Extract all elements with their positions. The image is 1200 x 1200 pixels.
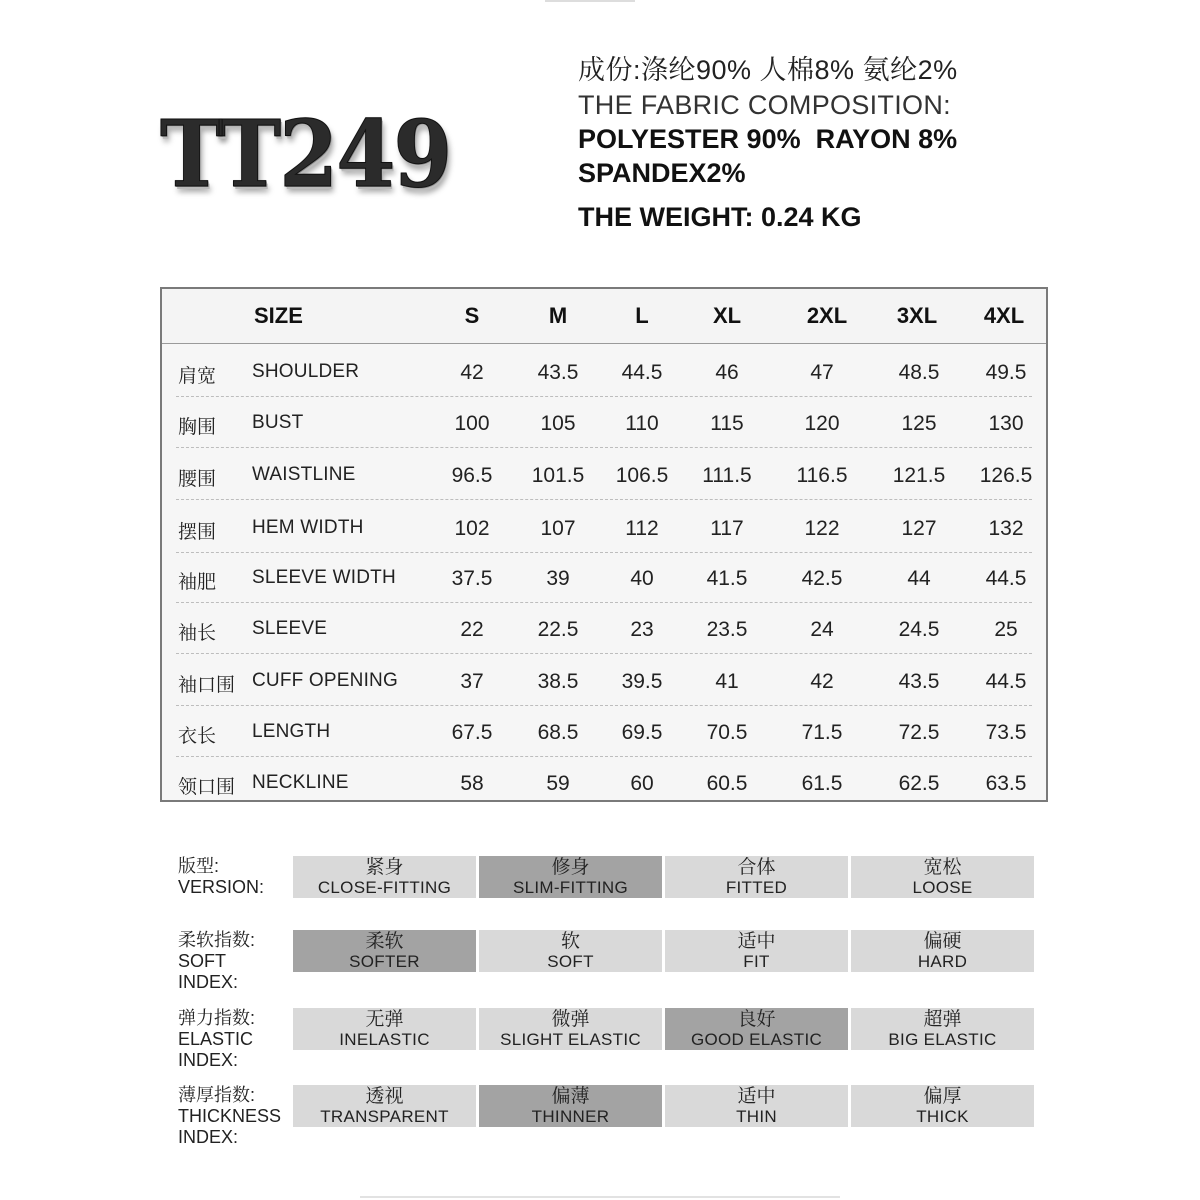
table-cell: 105 (540, 412, 576, 435)
index-option-selected (479, 1085, 662, 1127)
table-cell: 61.5 (801, 772, 843, 795)
table-cell: 107 (540, 517, 576, 540)
table-row (162, 602, 1046, 654)
index-option-selected (293, 930, 476, 972)
index-option (479, 930, 662, 972)
option-label-cn: 合体 (737, 857, 776, 878)
composition-line-1: POLYESTER 90% RAYON 8% (578, 124, 958, 154)
size-header-s: S (464, 303, 480, 328)
option-label-en: CLOSE-FITTING (317, 878, 452, 897)
table-cell: 44.5 (985, 670, 1027, 693)
table-cell: 22 (460, 618, 484, 641)
option-label-cn: 偏厚 (923, 1086, 962, 1107)
option-label-cn: 柔软 (365, 931, 404, 952)
size-header-xl: XL (712, 303, 742, 328)
index-option (851, 856, 1034, 898)
table-row (162, 448, 1046, 500)
index-option (851, 930, 1034, 972)
table-cell: 68.5 (537, 721, 579, 744)
index-option (293, 856, 476, 898)
size-header-2xl: 2XL (806, 303, 848, 328)
table-cell: 67.5 (451, 721, 493, 744)
table-cell: 41 (715, 670, 739, 693)
model-code-logo: TT249 (160, 100, 451, 208)
table-cell: 62.5 (898, 772, 940, 795)
index-option (293, 1008, 476, 1050)
row-label-en: NECKLINE (252, 772, 349, 793)
option-label-cn: 紧身 (365, 857, 404, 878)
table-cell: 22.5 (537, 618, 579, 641)
size-header-l: L (635, 303, 649, 328)
table-row (162, 756, 1046, 808)
size-table-header (162, 289, 1046, 344)
size-table (160, 287, 1048, 802)
option-label-en: SLIM-FITTING (512, 878, 629, 897)
size-header-m: M (548, 303, 568, 328)
table-row (162, 396, 1046, 448)
index-label-cn: 版型: (178, 856, 220, 876)
row-label-en: CUFF OPENING (252, 670, 398, 691)
table-cell: 72.5 (898, 721, 940, 744)
table-cell: 58 (460, 772, 484, 795)
table-cell: 115 (710, 412, 744, 435)
table-cell: 59 (546, 772, 570, 795)
option-label-en: THIN (736, 1107, 777, 1126)
table-cell: 25 (994, 618, 1018, 641)
index-label-cn: 薄厚指数: (178, 1085, 256, 1105)
option-label-en: BIG ELASTIC (888, 1030, 997, 1049)
option-label-en: GOOD ELASTIC (690, 1030, 823, 1049)
top-divider (545, 0, 635, 2)
table-cell: 122 (804, 517, 840, 540)
index-label (178, 1085, 281, 1148)
table-cell: 71.5 (801, 721, 843, 744)
row-label-cn: 衣长 (178, 726, 217, 747)
table-cell: 48.5 (898, 361, 940, 384)
table-row (162, 345, 1046, 397)
table-cell: 69.5 (621, 721, 663, 744)
composition-cn: 成份:涤纶90% 人棉8% 氨纶2% (578, 55, 958, 85)
table-cell: 44 (907, 567, 931, 590)
option-label-cn: 软 (560, 931, 580, 952)
size-header-label: SIZE (254, 303, 303, 328)
index-label (178, 1008, 255, 1071)
index-label (178, 930, 255, 993)
row-label-cn: 袖肥 (178, 572, 217, 593)
index-label-en: VERSION: (178, 877, 265, 897)
table-cell: 63.5 (985, 772, 1027, 795)
table-cell: 125 (901, 412, 937, 435)
row-label-cn: 肩宽 (178, 366, 217, 387)
row-label-cn: 胸围 (178, 417, 217, 438)
row-label-cn: 领口围 (178, 777, 236, 798)
table-cell: 23.5 (706, 618, 748, 641)
table-cell: 24 (810, 618, 834, 641)
option-label-cn: 适中 (737, 931, 776, 952)
table-cell: 132 (988, 517, 1024, 540)
table-cell: 116.5 (796, 464, 848, 487)
index-label (178, 856, 264, 898)
table-cell: 46 (715, 361, 739, 384)
index-option (665, 1085, 848, 1127)
index-option (665, 930, 848, 972)
index-label-en: INDEX: (178, 1050, 239, 1070)
table-cell: 70.5 (706, 721, 748, 744)
option-label-cn: 偏硬 (923, 931, 962, 952)
row-label-cn: 袖口围 (178, 675, 236, 696)
bottom-divider (360, 1196, 840, 1198)
option-label-cn: 修身 (551, 857, 590, 878)
index-label-en: INDEX: (178, 972, 239, 992)
table-cell: 106.5 (615, 464, 669, 487)
table-cell: 121.5 (892, 464, 946, 487)
table-cell: 130 (988, 412, 1024, 435)
table-cell: 100 (454, 412, 490, 435)
row-label-en: BUST (252, 412, 304, 433)
size-header-4xl: 4XL (983, 303, 1025, 328)
table-cell: 39.5 (621, 670, 663, 693)
index-label-en: ELASTIC (178, 1029, 254, 1049)
index-label-cn: 弹力指数: (178, 1008, 256, 1028)
index-option (851, 1085, 1034, 1127)
row-label-cn: 摆围 (178, 522, 217, 543)
table-cell: 41.5 (706, 567, 748, 590)
table-cell: 42 (810, 670, 834, 693)
table-cell: 110 (625, 412, 659, 435)
option-label-en: FITTED (725, 878, 788, 897)
table-cell: 120 (804, 412, 840, 435)
option-label-cn: 透视 (365, 1086, 404, 1107)
row-label-cn: 腰围 (178, 469, 217, 490)
option-label-cn: 无弹 (365, 1009, 404, 1030)
table-cell: 117 (710, 517, 744, 540)
option-label-cn: 超弹 (923, 1009, 962, 1030)
table-cell: 24.5 (898, 618, 940, 641)
table-cell: 44.5 (621, 361, 663, 384)
table-row (162, 501, 1046, 553)
table-cell: 126.5 (979, 464, 1033, 487)
table-cell: 60 (630, 772, 654, 795)
option-label-en: TRANSPARENT (320, 1107, 449, 1126)
table-cell: 37.5 (451, 567, 493, 590)
table-cell: 101.5 (531, 464, 585, 487)
table-cell: 47 (810, 361, 834, 384)
row-divider (176, 499, 1032, 500)
option-label-en: THICK (916, 1107, 969, 1126)
row-label-cn: 袖长 (178, 623, 217, 644)
index-option-selected (665, 1008, 848, 1050)
table-cell: 73.5 (985, 721, 1027, 744)
table-cell: 42.5 (801, 567, 843, 590)
index-label-en: SOFT (178, 951, 226, 971)
option-label-en: SLIGHT ELASTIC (500, 1030, 641, 1049)
table-cell: 37 (460, 670, 484, 693)
option-label-cn: 良好 (737, 1009, 776, 1030)
index-option (479, 1008, 662, 1050)
row-label-en: HEM WIDTH (252, 517, 364, 538)
index-option-selected (479, 856, 662, 898)
table-cell: 44.5 (985, 567, 1027, 590)
table-cell: 23 (630, 618, 654, 641)
table-cell: 60.5 (706, 772, 748, 795)
table-cell: 38.5 (537, 670, 579, 693)
index-label-cn: 柔软指数: (178, 930, 256, 950)
table-cell: 43.5 (537, 361, 579, 384)
option-label-en: LOOSE (912, 878, 973, 897)
option-label-en: HARD (917, 952, 968, 971)
option-label-en: INELASTIC (339, 1030, 430, 1049)
option-label-en: SOFTER (349, 952, 420, 971)
table-row (162, 705, 1046, 757)
index-label-en: INDEX: (178, 1127, 239, 1147)
option-label-cn: 偏薄 (551, 1086, 590, 1107)
table-cell: 49.5 (985, 361, 1027, 384)
table-cell: 96.5 (451, 464, 493, 487)
option-label-cn: 适中 (737, 1086, 776, 1107)
table-cell: 43.5 (898, 670, 940, 693)
table-cell: 112 (625, 517, 659, 540)
index-option (851, 1008, 1034, 1050)
index-option (665, 856, 848, 898)
row-label-en: SLEEVE (252, 618, 328, 639)
row-label-en: SLEEVE WIDTH (252, 567, 396, 588)
index-label-en: THICKNESS (178, 1106, 282, 1126)
table-cell: 111.5 (702, 464, 752, 487)
composition-heading: THE FABRIC COMPOSITION: (578, 90, 951, 120)
option-label-en: THINNER (531, 1107, 610, 1126)
row-label-en: LENGTH (252, 721, 331, 742)
option-label-en: SOFT (547, 952, 594, 971)
weight-text: THE WEIGHT: 0.24 KG (578, 202, 862, 232)
table-cell: 102 (454, 517, 490, 540)
row-label-en: SHOULDER (252, 361, 360, 382)
table-cell: 42 (460, 361, 484, 384)
composition-line-2: SPANDEX2% (578, 158, 746, 188)
table-cell: 39 (546, 567, 570, 590)
index-option (293, 1085, 476, 1127)
option-label-cn: 微弹 (551, 1009, 590, 1030)
table-cell: 40 (630, 567, 654, 590)
table-cell: 127 (901, 517, 937, 540)
option-label-en: FIT (743, 952, 770, 971)
size-header-3xl: 3XL (896, 303, 938, 328)
row-label-en: WAISTLINE (252, 464, 356, 485)
table-row (162, 654, 1046, 706)
option-label-cn: 宽松 (923, 857, 962, 878)
table-row (162, 551, 1046, 603)
